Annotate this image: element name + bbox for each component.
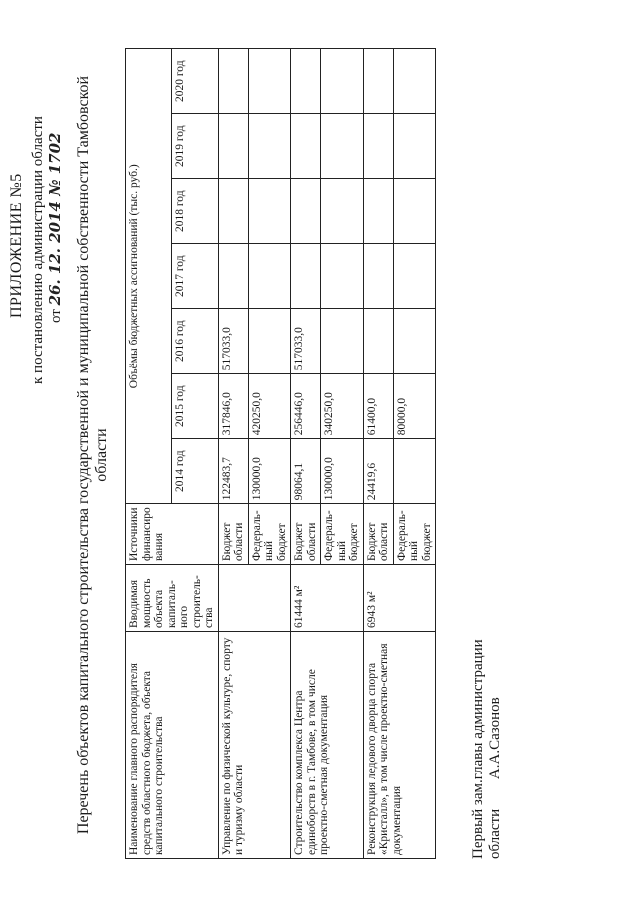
row-value: 24419,6: [363, 439, 393, 504]
row-value: 517033,0: [291, 309, 321, 374]
row-value: [218, 114, 248, 179]
row-source: Бюджет области: [363, 504, 393, 565]
header-power: Вводимая мощность объекта капиталь-ного строитель-ства: [126, 565, 219, 632]
header-source: Источники финансиро вания: [126, 504, 219, 565]
row-value: 80000,0: [393, 374, 436, 439]
table-row: [218, 49, 248, 859]
capital-construction-table: [125, 48, 436, 859]
row-value: 317846,0: [218, 374, 248, 439]
row-source: Федераль-ный бюджет: [248, 504, 291, 565]
row-value: [363, 309, 393, 374]
header-name: Наименование главного распорядителя средств областного бюджета, объекта капитального строительства: [126, 632, 219, 859]
resolution-reference: к постановлению администрации области: [30, 116, 46, 384]
row-power: 61444 м²: [291, 565, 364, 632]
signer-name: А.А.Сазонов: [487, 697, 503, 780]
row-value: [363, 49, 393, 114]
row-value: [218, 179, 248, 244]
row-value: 130000,0: [248, 439, 291, 504]
resolution-date-line: [46, 133, 65, 324]
header-year-2016: 2016 год: [172, 309, 218, 374]
row-source: Федераль-ный бюджет: [393, 504, 436, 565]
row-name: Строительство комплекса Центра единоборств в г. Тамбове, в том числе проектно-сметная документация: [291, 632, 364, 859]
row-value: [321, 114, 364, 179]
row-value: [393, 49, 436, 114]
header-year-2020: 2020 год: [172, 49, 218, 114]
row-value: [321, 309, 364, 374]
row-source: Бюджет области: [291, 504, 321, 565]
row-value: 517033,0: [218, 309, 248, 374]
row-value: [248, 244, 291, 309]
table-row: [291, 49, 321, 859]
signer-position-cont: области: [487, 808, 503, 859]
row-value: 98064,1: [291, 439, 321, 504]
row-value: [291, 114, 321, 179]
row-value: 61400,0: [363, 374, 393, 439]
document-title-line-2: области: [93, 428, 110, 482]
handwritten-date-number: 26. 12. 2014 № 1702: [46, 132, 64, 306]
header-year-2014: 2014 год: [172, 439, 218, 504]
row-source: Федераль-ный бюджет: [321, 504, 364, 565]
header-year-2017: 2017 год: [172, 244, 218, 309]
row-value: [363, 244, 393, 309]
row-value: [248, 49, 291, 114]
row-power: 6943 м²: [363, 565, 436, 632]
row-value: [248, 179, 291, 244]
row-value: [321, 179, 364, 244]
document-title: [75, 55, 111, 855]
row-value: [363, 114, 393, 179]
row-value: [393, 244, 436, 309]
date-prefix: от: [48, 309, 64, 323]
row-value: [393, 114, 436, 179]
row-value: [321, 244, 364, 309]
row-value: [218, 244, 248, 309]
row-name: Реконструкция ледового дворца спорта «Кристалл», в том числе проектно-сметная документация: [363, 632, 436, 859]
row-value: [248, 114, 291, 179]
document-title-line-1: Перечень объектов капитального строительства государственной и муниципальной собственности Тамбовской: [75, 75, 92, 835]
header-year-2018: 2018 год: [172, 179, 218, 244]
header-year-2015: 2015 год: [172, 374, 218, 439]
signature-block: [470, 639, 504, 859]
row-value: [248, 309, 291, 374]
row-source: Бюджет области: [218, 504, 248, 565]
row-value: 420250,0: [248, 374, 291, 439]
row-power: [218, 565, 291, 632]
table-header-row: [126, 49, 172, 859]
row-value: [291, 49, 321, 114]
row-value: [393, 179, 436, 244]
row-value: [291, 179, 321, 244]
row-value: [363, 179, 393, 244]
row-value: 122483,7: [218, 439, 248, 504]
appendix-title: ПРИЛОЖЕНИЕ №5: [8, 173, 25, 318]
row-value: 256446,0: [291, 374, 321, 439]
row-value: 130000,0: [321, 439, 364, 504]
signer-position: Первый зам.главы администрации: [470, 639, 486, 859]
row-value: [291, 244, 321, 309]
row-value: [393, 439, 436, 504]
row-value: [218, 49, 248, 114]
row-value: [393, 309, 436, 374]
row-value: 340250,0: [321, 374, 364, 439]
table-row: [363, 49, 393, 859]
row-name: Управление по физической культуре, спорту и туризму области: [218, 632, 291, 859]
header-year-2019: 2019 год: [172, 114, 218, 179]
signer-line-2: [487, 639, 504, 859]
row-value: [321, 49, 364, 114]
header-volumes: Объёмы бюджетных ассигнований (тыс. руб.): [126, 49, 172, 504]
